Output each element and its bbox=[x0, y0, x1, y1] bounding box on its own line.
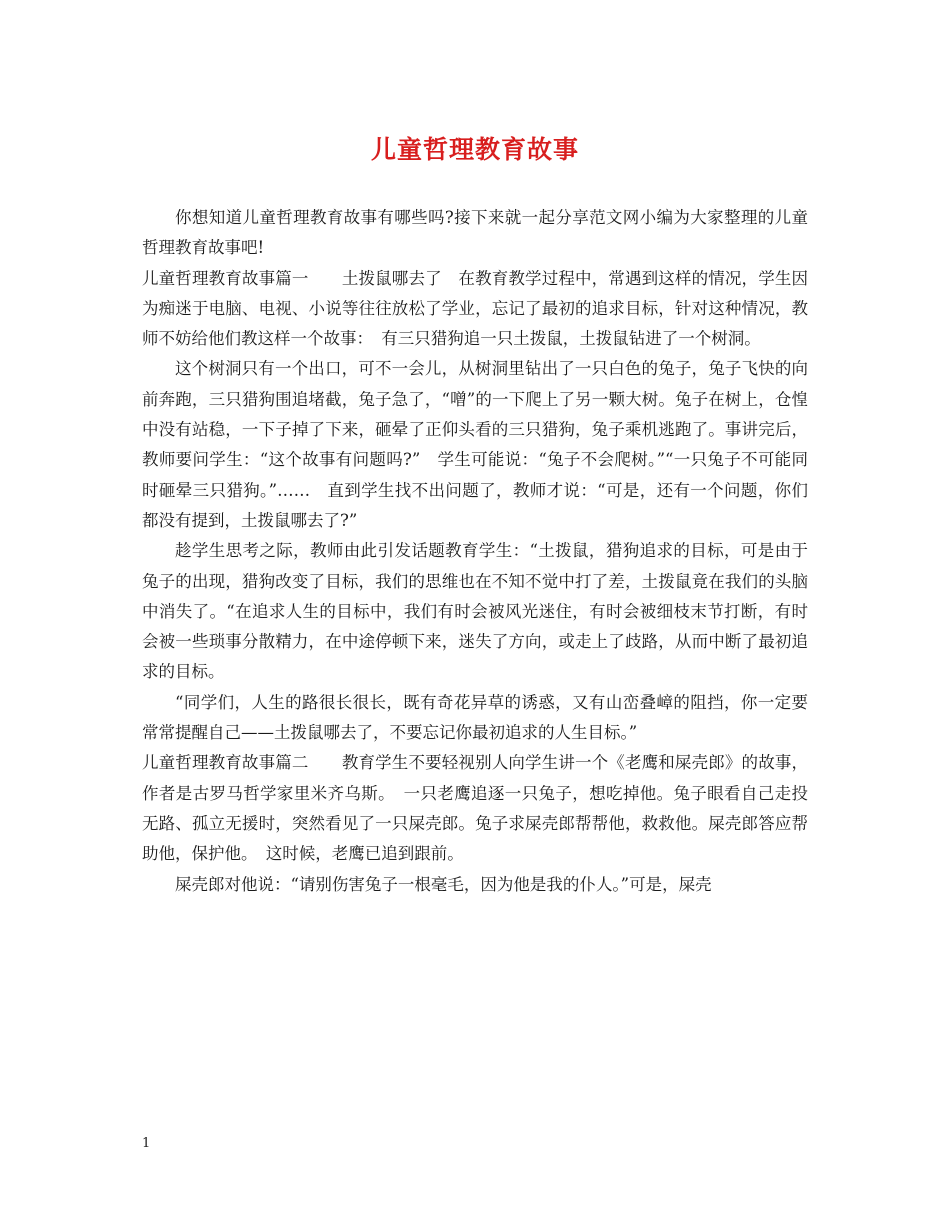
paragraph-intro: 你想知道儿童哲理教育故事有哪些吗?接下来就一起分享范文网小编为大家整理的儿童哲理教育故事吧! bbox=[142, 208, 808, 258]
document-title: 儿童哲理教育故事 bbox=[370, 135, 579, 164]
document-body bbox=[142, 203, 808, 900]
paragraph-classmates-quote: “同学们，人生的路很长很长，既有奇花异草的诱惑，又有山峦叠嶂的阻挡，你一定要常常提醒自己——土拨鼠哪去了，不要忘记你最初追求的人生目标。” bbox=[142, 692, 808, 743]
paragraph-story-one-heading: 儿童哲理教育故事篇一 土拨鼠哪去了 在教育教学过程中，常遇到这样的情况，学生因为痴迷于电脑、电视、小说等往往放松了学业，忘记了最初的追求目标，针对这种情况，教师不妨给他们教这样一个故事： 有三只猎狗追一只土拨鼠，土拨鼠钻进了一个树洞。 bbox=[142, 268, 808, 349]
page-number: 1 bbox=[142, 1136, 151, 1151]
paragraph-dung-beetle: 屎壳郎对他说：“请别伤害兔子一根毫毛，因为他是我的仆人。”可是，屎壳 bbox=[175, 874, 712, 894]
paragraph-tree-hole: 这个树洞只有一个出口，可不一会儿，从树洞里钻出了一只白色的兔子，兔子飞快的向前奔跑，三只猎狗围追堵截，兔子急了，“噌”的一下爬上了另一颗大树。兔子在树上，仓惶中没有站稳，一下子掉了下来，砸晕了正仰头看的三只猎狗，兔子乘机逃跑了。事讲完后，教师要问学生：“这个故事有问题吗?” 学生可能说：“兔子不会爬树。”“一只兔子不可能同时砸晕三只猎狗。”…… 直到学生找不出问题了，教师才说：“可是，还有一个问题，你们都没有提到，土拨鼠哪去了?” bbox=[142, 359, 808, 530]
paragraph-story-two-heading: 儿童哲理教育故事篇二 教育学生不要轻视别人向学生讲一个《老鹰和屎壳郎》的故事，作者是古罗马哲学家里米齐乌斯。 一只老鹰追逐一只兔子，想吃掉他。兔子眼看自己走投无路、孤立无援时，突然看见了一只屎壳郎。兔子求屎壳郎帮帮他，救救他。屎壳郎答应帮助他，保护他。 这时候，老鹰已追到跟前。 bbox=[142, 753, 808, 864]
paragraph-teacher-lesson: 趁学生思考之际，教师由此引发话题教育学生：“土拨鼠，猎狗追求的目标，可是由于兔子的出现，猎狗改变了目标，我们的思维也在不知不觉中打了差，土拨鼠竟在我们的头脑中消失了。“在追求人生的目标中，我们有时会被风光迷住，有时会被细枝末节打断，有时会被一些琐事分散精力，在中途停顿下来，迷失了方向，或走上了歧路，从而中断了最初追求的目标。 bbox=[142, 541, 808, 682]
